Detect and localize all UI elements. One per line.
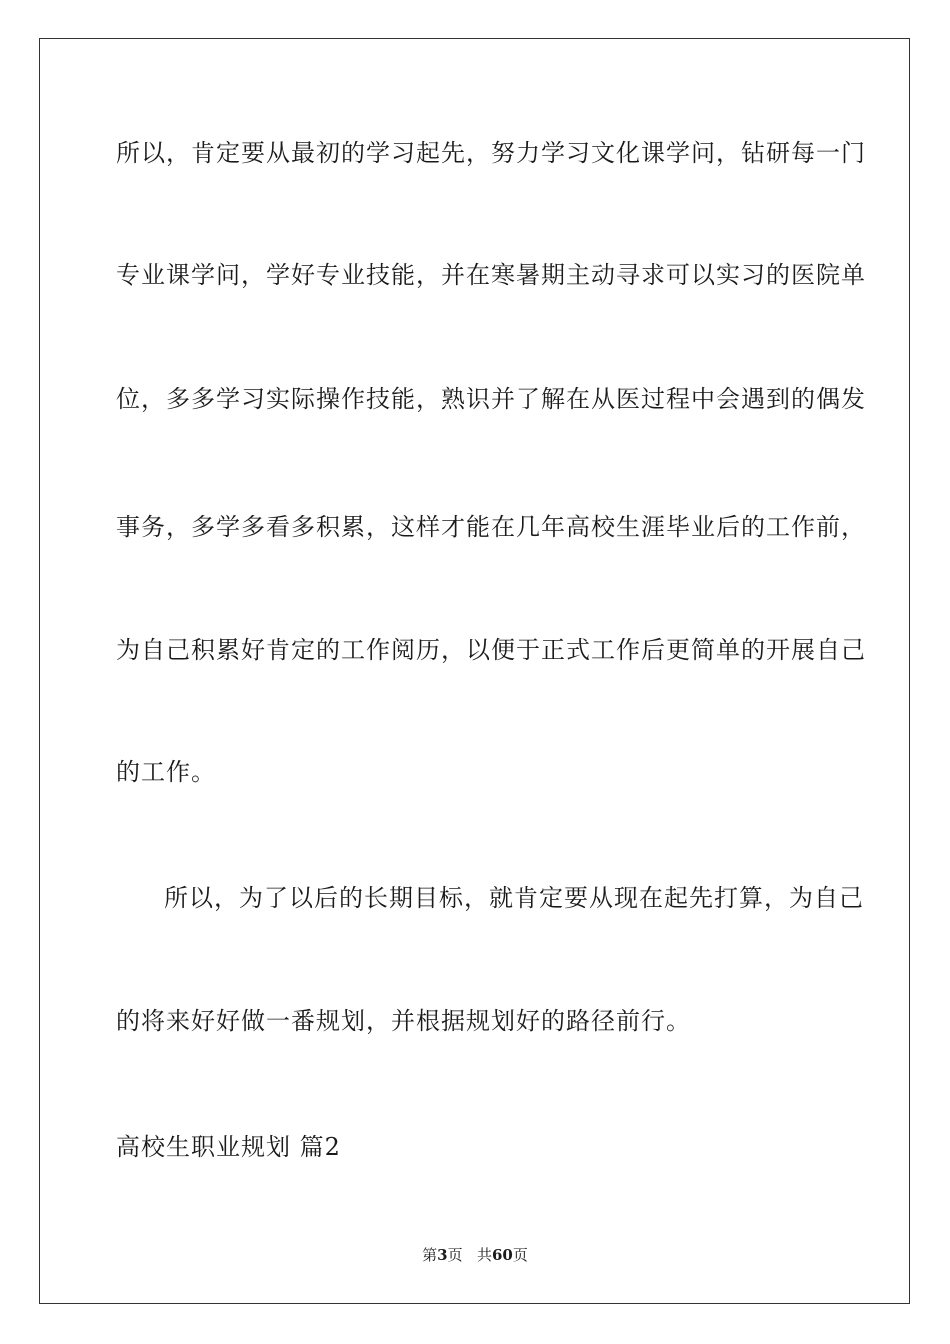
body-line-5: 为自己积累好肯定的工作阅历，以便于正式工作后更简单的开展自己	[116, 636, 866, 664]
footer-total-prefix: 共	[476, 1246, 492, 1264]
footer-page-number: 3	[437, 1246, 448, 1264]
body-line-2: 专业课学问，学好专业技能，并在寒暑期主动寻求可以实习的医院单	[116, 261, 866, 289]
body-line-6: 的工作。	[116, 758, 216, 786]
body-line-1: 所以，肯定要从最初的学习起先，努力学习文化课学问，钻研每一门	[116, 139, 866, 167]
body-line-4: 事务，多学多看多积累，这样才能在几年高校生涯毕业后的工作前，	[116, 513, 866, 541]
body-line-7: 所以，为了以后的长期目标，就肯定要从现在起先打算，为自己	[164, 884, 864, 912]
page-footer	[0, 1245, 950, 1265]
footer-total-pages: 60	[491, 1246, 513, 1264]
page-border	[39, 38, 910, 1304]
footer-total-suffix: 页	[512, 1246, 528, 1264]
footer-page-prefix: 第	[422, 1246, 438, 1264]
section-heading: 高校生职业规划 篇2	[116, 1133, 341, 1161]
body-line-3: 位，多多学习实际操作技能，熟识并了解在从医过程中会遇到的偶发	[116, 385, 866, 413]
footer-page-suffix: 页	[447, 1246, 463, 1264]
body-line-8: 的将来好好做一番规划，并根据规划好的路径前行。	[116, 1007, 691, 1035]
